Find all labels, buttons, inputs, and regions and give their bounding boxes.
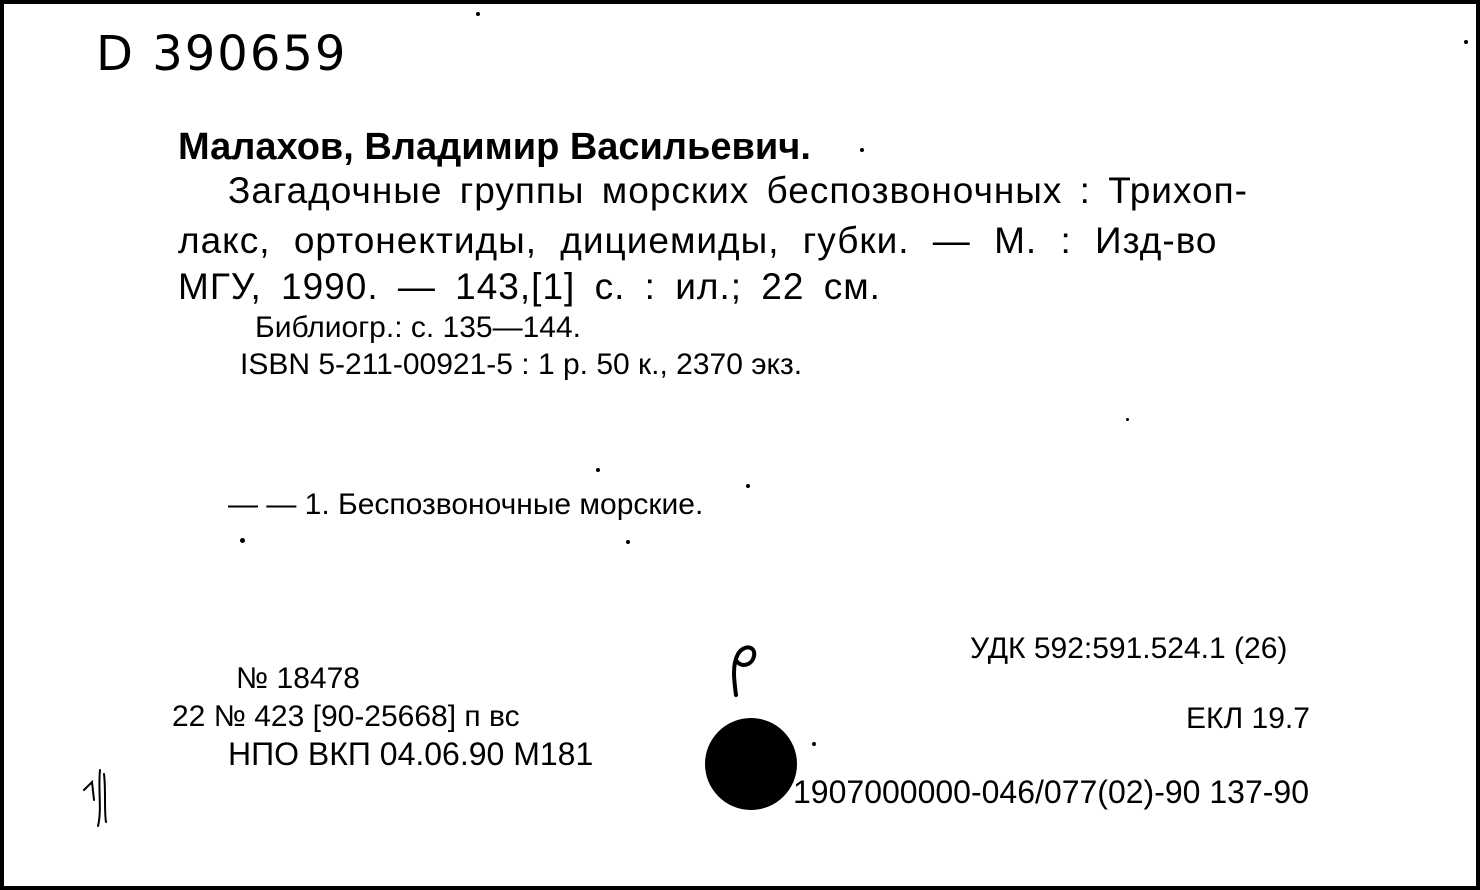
scan-speck (596, 468, 600, 472)
scan-speck (1126, 418, 1129, 421)
handwritten-mark (722, 640, 762, 700)
title-line-1: Загадочные группы морских беспозвоночных : Трихоп- (228, 170, 1248, 211)
scan-speck (240, 538, 245, 543)
title-line-2: лакс, ортонектиды, дициемиды, губки. — М. : Изд-во (178, 220, 1218, 261)
isbn-note: ISBN 5-211-00921-5 : 1 р. 50 к., 2370 экз. (240, 348, 803, 381)
scan-speck (476, 12, 480, 16)
card-number: D 390659 (96, 26, 348, 82)
handwritten-scribble (80, 760, 120, 830)
scan-speck (860, 148, 864, 152)
scan-speck (812, 742, 816, 746)
ekl-code: ЕКЛ 19.7 (1186, 702, 1310, 735)
bibliography-note: Библиогр.: с. 135—144. (255, 311, 581, 344)
scan-speck (626, 540, 630, 544)
subject-heading: — — 1. Беспозвоночные морские. (228, 488, 704, 521)
scan-speck (746, 484, 750, 488)
order-number: № 18478 (236, 662, 360, 695)
npo-line: НПО ВКП 04.06.90 М181 (228, 736, 594, 772)
author-heading: Малахов, Владимир Васильевич. (178, 126, 811, 168)
punch-hole-dot (705, 718, 797, 810)
press-line: 22 № 423 [90-25668] п вс (172, 700, 520, 733)
udk-code: УДК 592:591.524.1 (26) (970, 632, 1288, 665)
scan-speck (1464, 40, 1468, 44)
control-code: 1907000000-046/077(02)-90 137-90 (793, 774, 1309, 810)
title-line-3: МГУ, 1990. — 143,[1] с. : ил.; 22 см. (178, 266, 881, 307)
